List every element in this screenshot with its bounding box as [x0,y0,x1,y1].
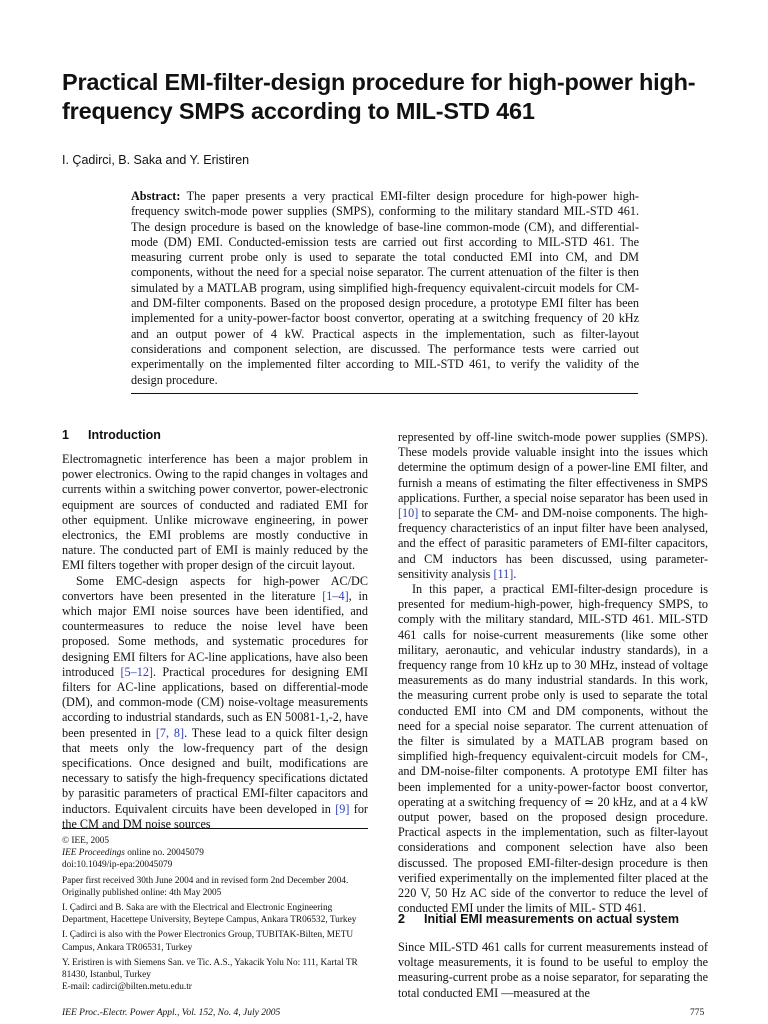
email-note: E-mail: cadirci@bilten.metu.edu.tr [62,982,192,993]
intro-paragraph-1: Electromagnetic interference has been a major problem in power electronics. Owing to the rapid changes in voltages and currents within a switching power convertor, power-electronic equipment are sources of conducted and radiated EMI for other equipment. Unlike microwave engineering, in power electronics, the EMI problems are mostly conductive in nature. The conducted part of EMI is mainly reduced by the EMI filters together with proper design of the circuit layout. [62,452,368,573]
section-1-number: 1 [62,428,69,442]
affiliation-note-3: Y. Eristiren is with Siemens San. ve Tic. A.S., Yakacik Yolu No: 111, Kartal TR 81430, Istanbul, Turkey [62,957,358,981]
affiliation-note-2: I. Çadirci is also with the Power Electronics Group, TUBITAK-Bilten, METU Campus, Ankara TR06531, Turkey [62,930,354,953]
citation-link-7-8[interactable]: [7, 8] [155,725,185,740]
right-column [398,430,708,917]
section-2-heading [398,912,679,926]
doi-note: doi:10.1049/ip-epa:20045079 [62,860,173,871]
intro-p2-text-b: , in which major EMI noise sources have been identified, and countermeasures to reduce the noise level have been proposed. Some methods, and systematic procedures for designing EMI filters for AC-line applications, have also been introduced [62,588,368,679]
intro-p3-text-c: . [513,566,517,581]
proceedings-note [62,847,368,859]
intro-p2-text-c: . Practical procedures for designing EMI filters for AC-line applications, based on differential-mode (DM), and common-mode (CM) noise-voltage measurements according to industrial standards, such as EN 50081-1,-2, have been presented in [62,664,368,740]
intro-paragraph-4: In this paper, a practical EMI-filter-design procedure is presented for medium-high-power, high-frequency SMPS, to comply with the military standard, MIL-STD 461. MIL-STD 461 calls for noise-current measurements (like some other military, aeronautic, and vehicular industry standards), in a frequency range from 10 kHz up to 30 MHz, instead of voltage measurements as do many industrial standards. In this work, the measuring current probe only is used to separate the total conducted EMI into CM and DM components, without the need for a special noise separator. The current attenuation of the filter is simulated by a MATLAB program based on simplified high-frequency equivalent-circuit models for CM-, and DM-noise-filter components. A prototype EMI filter has been implemented for a unity-power-factor boost convertor, operating at a switching frequency of ≃ 20 kHz, and at a 4 kW output power, based on the proposed design procedure. Practical aspects in the implementation, such as filter-layout considerations and component selection have also been discussed. The proposed EMI-filter-design procedure is then verified experimentally on the implemented filter placed at the 220 V, 50 Hz AC side of the convertor to reduce the level of conducted EMI under the limits of MIL- STD 461. [398,582,708,916]
copyright-note: © IEE, 2005 [62,836,110,846]
proceedings-number: online no. 20045079 [124,848,204,859]
published-note: Originally published online: 4th May 2005 [62,887,222,898]
section-2-number: 2 [398,912,405,926]
proceedings-name: IEE Proceedings [62,848,125,859]
author-list: I. Çadirci, B. Saka and Y. Eristiren [62,153,250,167]
footnote-divider [62,828,368,829]
section-2-title: Initial EMI measurements on actual system [424,912,679,926]
page-number: 775 [690,1008,705,1018]
intro-paragraph-2 [62,574,368,832]
citation-link-1-4[interactable]: [1–4] [322,588,349,603]
intro-p2-text-a: Some EMC-design aspects for high-power AC/DC convertors have been presented in the literature [62,573,368,603]
citation-link-5-12[interactable]: [5–12] [120,664,153,679]
section-1-title: Introduction [88,428,161,442]
citation-link-11[interactable]: [11] [493,566,514,581]
citation-link-9[interactable]: [9] [335,801,350,816]
paper-title: Practical EMI-filter-design procedure for high-power high-frequency SMPS according to MIL-STD 461 [62,69,696,124]
intro-paragraph-3 [398,430,708,582]
affiliation-note-1: I. Çadirci and B. Saka are with the Electrical and Electronic Engineering Department, Hacettepe University, Beytepe Campus, Ankara TR06532, Turkey [62,903,357,926]
intro-p3-text-b: to separate the CM- and DM-noise components. The high-frequency characteristics of an input filter have been analysed, and the effect of parasitic parameters of EMI-filter capacitors, and CM inductors has been discussed, using parameter-sensitivity analysis [398,506,708,581]
abstract-divider [131,393,638,394]
section-1-heading [62,428,161,442]
left-column [62,452,368,832]
received-note: Paper first received 30th June 2004 and in revised form 2nd December 2004. [62,875,349,886]
intro-p2-text-d: . These lead to a quick filter design that meets only the low-frequency part of the design specifications. Once designed and built, modifications are necessary to satisfy the high-frequency specifications dictated by parasitic parameters of practical EMI-filter capacitors and inductors. Equivalent circuits have been developed in [62,725,368,816]
section-2-paragraph-1: Since MIL-STD 461 calls for current measurements instead of voltage measurements, it is found to be useful to employ the measuring-current probe as a noise separator, for separating the total conducted EMI —measured at the [398,940,708,1000]
abstract [131,189,639,388]
intro-p3-text-a: represented by off-line switch-mode power supplies (SMPS). These models provide valuable insight into the issues which determine the optimum design of a power-line EMI filter, and furnish a means of estimating the filter effectiveness in SMPS applications. Further, a special noise separator has been used in [398,430,708,505]
abstract-text: The paper presents a very practical EMI-filter design procedure for high-power high-frequency switch-mode power supplies (SMPS), conforming to the military standard MIL-STD 461. The design procedure is based on the knowledge of base-line common-mode (CM), and differential-mode (DM) EMI. Conducted-emission tests are carried out first according to MIL-STD 461. The measuring current probe only is used to separate the total conducted EMI into CM, and DM components, without the need for a special noise separator. The current attenuation of the filter is then simulated by a MATLAB program, using simplified high-frequency equivalent-circuit models for CM- and DM-filter components. Based on the proposed design procedure, a prototype EMI filter has been implemented for a unity-power-factor boost convertor, operating at a switching frequency of 20 kHz and an output power of 4 kW. Practical aspects in the implementation, such as filter-layout considerations and component selection, are discussed. The performance tests were carried out experimentally on the implemented filter according to MIL-STD 461, to verify the validity of the design procedure. [131,189,639,387]
section-2-body [398,940,708,1001]
abstract-label: Abstract: [131,189,181,203]
citation-link-10[interactable]: [10] [398,506,419,521]
journal-footer: IEE Proc.-Electr. Power Appl., Vol. 152, No. 4, July 2005 [62,1008,281,1018]
intro-p2-text-e: for the CM and DM noise sources [62,801,368,831]
footnotes [62,835,368,996]
